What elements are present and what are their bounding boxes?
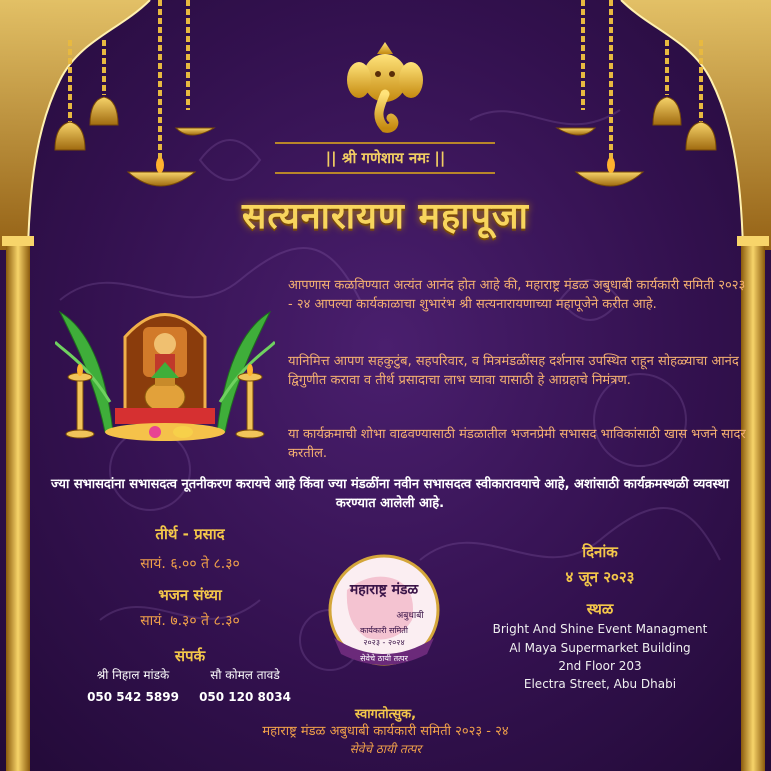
- logo-text-year: २०२३ - २०२४: [363, 638, 405, 647]
- shloka-text: || श्री गणेशाय नमः ||: [325, 149, 446, 167]
- bhajan-sandhya-heading: भजन संध्या: [158, 586, 222, 604]
- contact-1-phone: 050 542 5899: [87, 690, 179, 704]
- bhajan-sandhya-time: सायं. ७.३० ते ८.३०: [140, 613, 240, 629]
- logo-text-tagline: सेवेचे ठायी तत्पर: [360, 654, 408, 663]
- invitation-paragraph: यानिमित्त आपण सहकुटुंब, सहपरिवार, व मित्रमंडळींसह दर्शनास उपस्थित राहून सोहळ्याचा आनंद द्विगुणीत करावा व तीर्थ प्रसादाचा लाभ घ्यावा यासाठी हे आग्रहाचे निमंत्रण.: [288, 354, 739, 388]
- page-title: सत्यनारायण महापूजा: [242, 195, 529, 237]
- logo-text-city: अबुधाबी: [396, 611, 424, 621]
- venue-line: Bright And Shine Event Managment: [492, 622, 708, 636]
- contact-2-phone: 050 120 8034: [199, 690, 291, 704]
- footer-tagline: सेवेचे ठायी तत्पर: [349, 742, 422, 756]
- venue-heading: स्थळ: [586, 600, 614, 618]
- date-heading: दिनांक: [582, 543, 618, 561]
- event-date: ४ जून २०२३: [565, 568, 635, 586]
- intro-paragraph: आपणास कळविण्यात अत्यंत आनंद होत आहे की, महाराष्ट्र मंडळ अबुधाबी कार्यकारी समिती २०२३ - २४ आपल्या कार्यकाळाचा शुभारंभ श्री सत्यनारायणाच्या महापूजेने करीत आहे.: [288, 278, 746, 312]
- committee-name: महाराष्ट्र मंडळ अबुधाबी कार्यकारी समिती २०२३ - २४: [262, 724, 509, 739]
- contact-2-name: सौ कोमल तावडे: [210, 668, 280, 682]
- venue-line: 2nd Floor 203: [558, 659, 642, 673]
- pooja-mandap-illustration: [55, 282, 275, 452]
- venue-line: Al Maya Supermarket Building: [509, 641, 691, 655]
- venue-line: Electra Street, Abu Dhabi: [523, 677, 677, 691]
- contact-1-name: श्री निहाल मांडके: [96, 668, 170, 682]
- bhajan-paragraph: या कार्यक्रमाची शोभा वाढवण्यासाठी मंडळातील भजनप्रेमी सभासद भाविकांसाठी खास भजने सादर करतील.: [288, 427, 746, 461]
- tirth-prasad-heading: तीर्थ - प्रसाद: [155, 525, 225, 543]
- logo-text-committee: कार्यकारी समिती: [360, 626, 408, 635]
- tirth-prasad-time: सायं. ६.०० ते ८.३०: [140, 556, 240, 572]
- contact-heading: संपर्क: [174, 647, 206, 665]
- logo-text-name: महाराष्ट्र मंडळ: [349, 582, 419, 598]
- membership-notice: ज्या सभासदांना सभासदत्व नूतनीकरण करायचे आहे किंवा ज्या मंडळींना नवीन सभासदत्व स्वीकारावयाचे आहे, अशांसाठी कार्यक्रमस्थळी व्यवस्था करण्यात आलेली आहे.: [50, 477, 730, 511]
- welcome-text: स्वागतोत्सुक,: [354, 707, 417, 722]
- ganesha-icon: [345, 38, 425, 136]
